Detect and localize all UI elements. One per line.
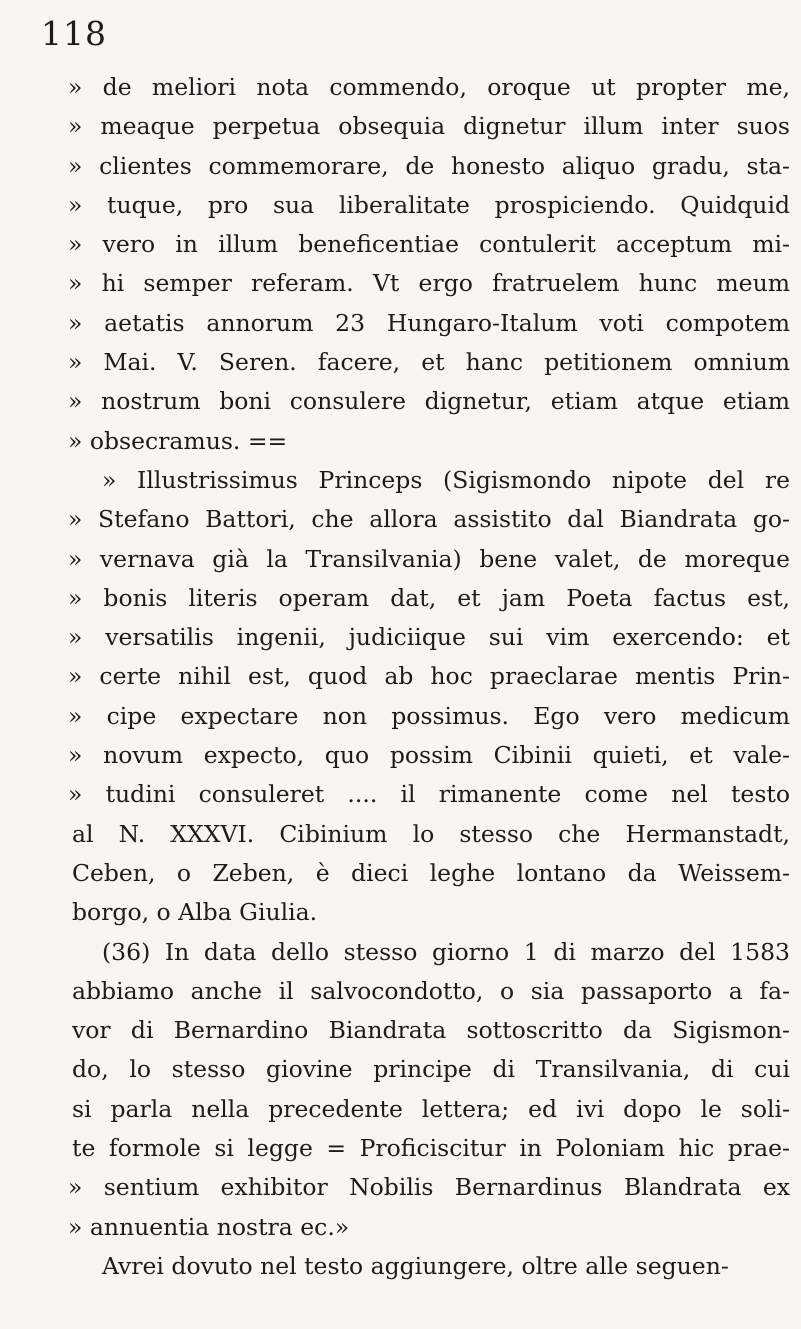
text-line: » aetatis annorum 23 Hungaro-Italum voti compotem bbox=[68, 308, 790, 337]
text-line: vor di Bernardino Biandrata sottoscritto da Sigismon- bbox=[72, 1016, 790, 1045]
text-line: » hi semper referam. Vt ergo fratruelem hunc meum bbox=[68, 269, 790, 298]
text-line: » Mai. V. Seren. facere, et hanc petitionem omnium bbox=[68, 348, 790, 377]
text-line: » meaque perpetua obsequia dignetur illum inter suos bbox=[68, 112, 790, 141]
text-line: al N. XXXVI. Cibinium lo stesso che Hermanstadt, bbox=[72, 819, 790, 848]
text-line: » vernava già la Transilvania) bene valet, de moreque bbox=[68, 544, 790, 573]
text-line: te formole si legge = Proficiscitur in Poloniam hic prae- bbox=[72, 1134, 790, 1163]
text-line: Ceben, o Zeben, è dieci leghe lontano da Weissem- bbox=[72, 858, 790, 887]
text-line: (36) In data dello stesso giorno 1 di marzo del 1583 bbox=[102, 937, 790, 966]
text-line: » Stefano Battori, che allora assistito dal Biandrata go- bbox=[68, 505, 790, 534]
text-line: Avrei dovuto nel testo aggiungere, oltre alle seguen- bbox=[102, 1251, 729, 1280]
text-line: » Illustrissimus Princeps (Sigismondo nipote del re bbox=[102, 465, 790, 494]
text-line: » tuque, pro sua liberalitate prospiciendo. Quidquid bbox=[68, 190, 790, 219]
text-line: » vero in illum beneficentiae contulerit acceptum mi- bbox=[68, 230, 790, 259]
text-line: si parla nella precedente lettera; ed ivi dopo le soli- bbox=[72, 1094, 790, 1123]
text-line: abbiamo anche il salvocondotto, o sia passaporto a fa- bbox=[72, 976, 790, 1005]
text-line: » annuentia nostra ec.» bbox=[68, 1212, 350, 1241]
text-line: do, lo stesso giovine principe di Transilvania, di cui bbox=[72, 1055, 790, 1084]
text-line: » clientes commemorare, de honesto aliquo gradu, sta- bbox=[68, 151, 790, 180]
text-line: » certe nihil est, quod ab hoc praeclarae mentis Prin- bbox=[68, 662, 790, 691]
text-line: » novum expecto, quo possim Cibinii quieti, et vale- bbox=[68, 741, 790, 770]
text-line: borgo, o Alba Giulia. bbox=[72, 898, 318, 927]
text-line: » nostrum boni consulere dignetur, etiam atque etiam bbox=[68, 387, 790, 416]
text-line: » cipe expectare non possimus. Ego vero medicum bbox=[68, 701, 790, 730]
text-line: » tudini consuleret .... il rimanente come nel testo bbox=[68, 780, 790, 809]
page-number: 118 bbox=[41, 14, 107, 53]
text-line: » versatilis ingenii, judiciique sui vim exercendo: et bbox=[68, 623, 790, 652]
text-line: » obsecramus. == bbox=[68, 426, 288, 455]
body-text bbox=[68, 68, 790, 1286]
text-line: » sentium exhibitor Nobilis Bernardinus Blandrata ex bbox=[68, 1173, 790, 1202]
text-line: » bonis literis operam dat, et jam Poeta factus est, bbox=[68, 583, 790, 612]
text-line: » de meliori nota commendo, oroque ut propter me, bbox=[68, 73, 790, 101]
